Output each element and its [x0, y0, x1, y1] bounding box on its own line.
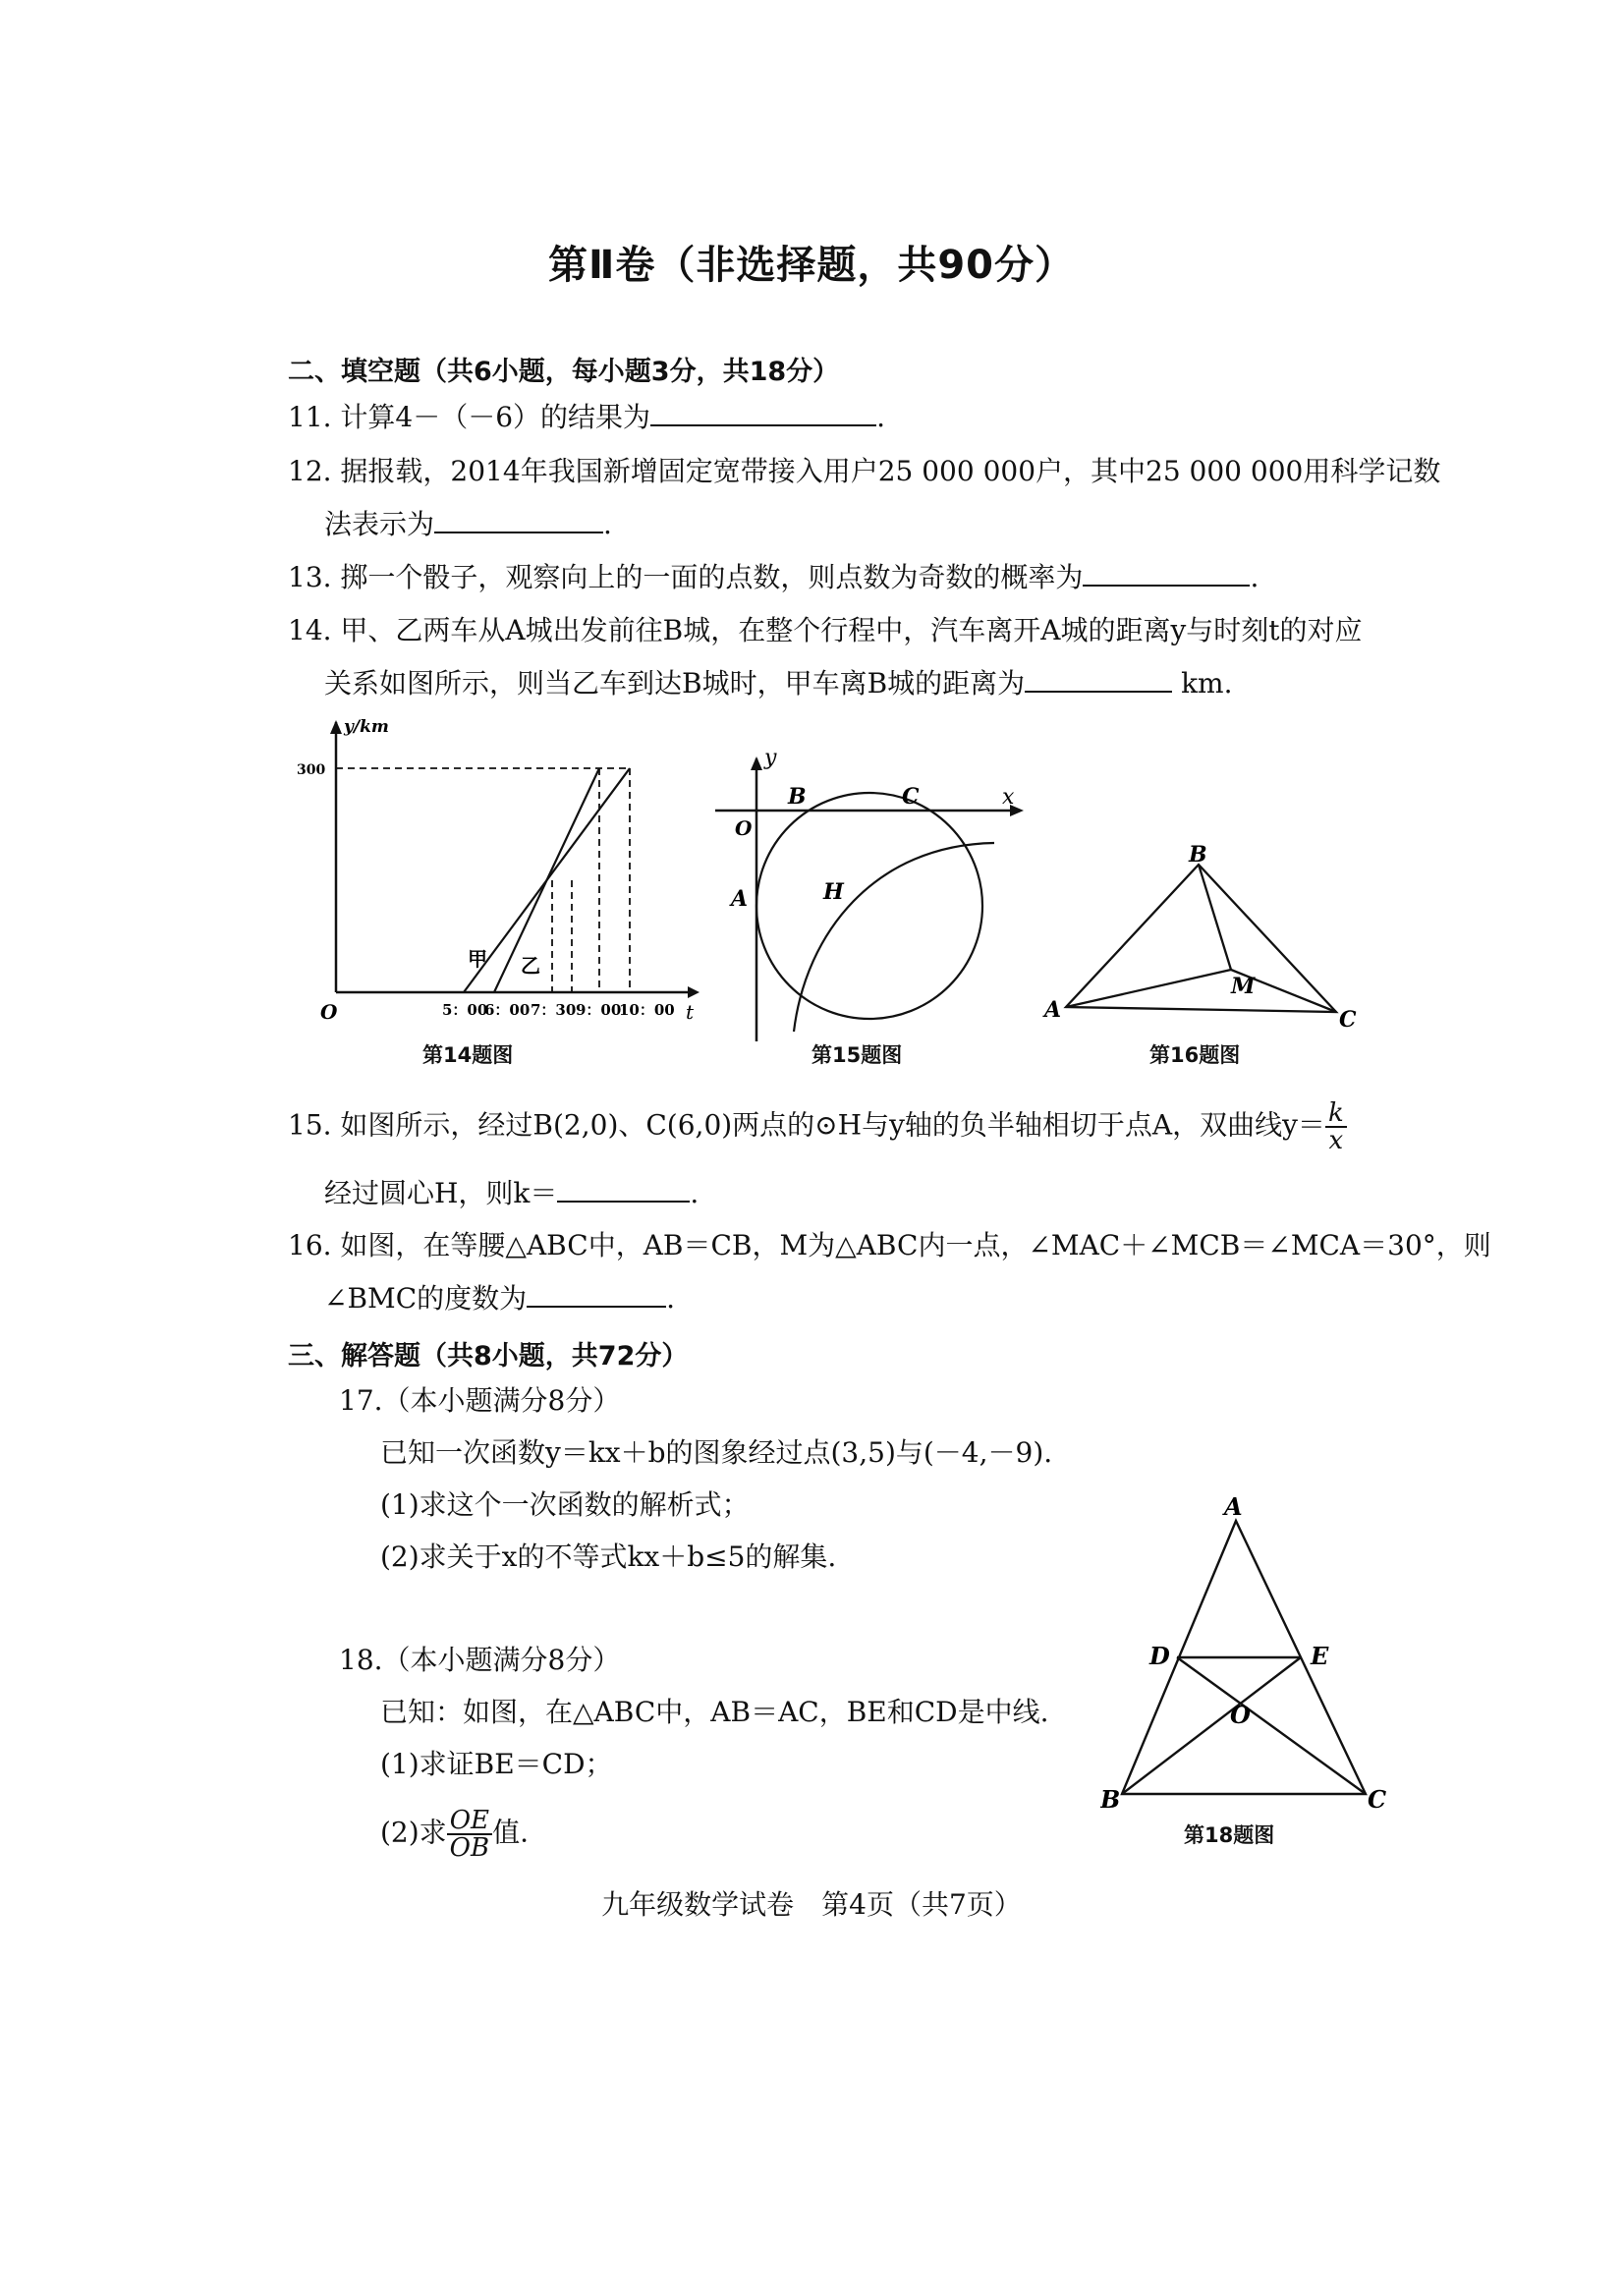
question-17-part2: (2)求关于x的不等式kx＋b≤5的解集. [380, 1540, 837, 1573]
answer-blank-11[interactable] [650, 401, 876, 426]
label-b: B [1189, 842, 1207, 868]
answer-blank-15[interactable] [557, 1177, 690, 1203]
fraction-denominator: x [1328, 1126, 1344, 1155]
question-15-line2 [324, 1174, 699, 1213]
figure-18 [1100, 1491, 1395, 1811]
label-d: D [1149, 1642, 1170, 1670]
question-15-text: 15. 如图所示，经过B(2,0)、C(6,0)两点的⊙H与y轴的负半轴相切于点A，双曲线y＝ [288, 1108, 1325, 1142]
question-11-text: 11. 计算4－（－6）的结果为 [288, 401, 651, 433]
page-footer: 九年级数学试卷 第4页（共7页） [601, 1888, 1022, 1921]
label-a: A [1044, 997, 1062, 1023]
period: . [1250, 561, 1259, 593]
label-a: A [1224, 1492, 1243, 1521]
y-tick-300: 300 [297, 762, 326, 778]
question-12-text: 法表示为 [324, 508, 435, 540]
segment-be [1122, 1657, 1301, 1794]
question-17-head: 17.（本小题满分8分） [339, 1384, 621, 1417]
label-a: A [731, 886, 749, 912]
question-14-text: 关系如图所示，则当乙车到达B城时，甲车离B城的距离为 [324, 667, 1026, 700]
question-14-line1: 14. 甲、乙两车从A城出发前往B城，在整个行程中，汽车离开A城的距离y与时刻t的对应 [288, 614, 1363, 646]
figure-15-caption: 第15题图 [812, 1043, 903, 1067]
origin-label: O [320, 1000, 338, 1024]
label-o: O [1230, 1701, 1251, 1729]
figure-16-caption: 第16题图 [1149, 1043, 1241, 1067]
label-e: E [1311, 1642, 1329, 1670]
question-11 [288, 398, 885, 437]
period: . [666, 1282, 676, 1315]
answer-blank-14[interactable] [1025, 667, 1172, 693]
line-yi [494, 768, 599, 992]
figure-15 [707, 737, 1032, 1041]
question-12-line1: 12. 据报载，2014年我国新增固定宽带接入用户25 000 000户，其中25 000 000用科学记数 [288, 455, 1441, 487]
x-tick-5-00: 5：00 [442, 1001, 488, 1019]
y-axis-arrow [751, 756, 762, 770]
question-15-text-2: 经过圆心H，则k＝ [324, 1177, 558, 1209]
unit-km: km. [1181, 667, 1233, 700]
circle-h [756, 793, 982, 1019]
figure-18-caption: 第18题图 [1184, 1823, 1275, 1847]
label-x: x [1002, 785, 1015, 810]
fraction-k-over-x [1325, 1100, 1347, 1153]
x-tick-10-00: 10：00 [619, 1001, 675, 1019]
question-18-stem: 已知：如图，在△ABC中，AB＝AC，BE和CD是中线. [380, 1696, 1049, 1728]
x-axis-label: t [686, 1000, 695, 1024]
label-o: O [735, 816, 753, 840]
figure-14-caption: 第14题图 [422, 1043, 514, 1067]
question-18-part2-end: 值. [492, 1816, 529, 1849]
answer-blank-16[interactable] [527, 1282, 666, 1308]
question-18-head: 18.（本小题满分8分） [339, 1644, 621, 1676]
question-17-stem: 已知一次函数y＝kx＋b的图象经过点(3,5)与(－4,－9). [380, 1436, 1053, 1469]
period: . [876, 401, 885, 433]
figure-14 [295, 712, 707, 1036]
label-h: H [823, 879, 844, 905]
question-18-part1: (1)求证BE＝CD； [380, 1748, 613, 1780]
label-c: C [902, 784, 920, 810]
question-12-line2 [324, 505, 612, 544]
fraction-oe-over-ob [447, 1808, 492, 1861]
section-fill-in-heading: 二、填空题（共6小题，每小题3分，共18分） [288, 357, 840, 387]
question-16-text: ∠BMC的度数为 [324, 1282, 528, 1315]
x-tick-9-00: 9：00 [576, 1001, 622, 1019]
label-jia: 甲 [468, 947, 487, 971]
answer-blank-13[interactable] [1083, 561, 1250, 587]
segment-am [1066, 970, 1231, 1007]
x-axis-arrow [688, 986, 700, 998]
question-13-text: 13. 掷一个骰子，观察向上的一面的点数，则点数为奇数的概率为 [288, 561, 1084, 593]
label-y: y [764, 746, 777, 770]
label-yi: 乙 [521, 954, 540, 978]
question-13 [288, 558, 1259, 597]
label-c: C [1368, 1785, 1387, 1811]
question-15-line1 [288, 1100, 1347, 1153]
fraction-denominator: OB [449, 1833, 490, 1863]
period: . [603, 508, 612, 540]
answer-blank-12[interactable] [434, 508, 603, 533]
question-16-line2 [324, 1279, 675, 1318]
question-18-part2 [380, 1808, 529, 1861]
label-b: B [1100, 1785, 1121, 1811]
y-axis-arrow [330, 720, 342, 734]
figure-16 [1036, 840, 1371, 1036]
question-14-line2 [324, 664, 1232, 703]
y-axis-label: y/km [344, 717, 389, 737]
label-c: C [1339, 1007, 1357, 1033]
period: . [690, 1177, 700, 1209]
hyperbola [794, 843, 994, 1032]
triangle-abc [1066, 865, 1336, 1012]
x-tick-6-00: 6：00 [484, 1001, 531, 1019]
label-m: M [1231, 974, 1256, 999]
section-answer-heading: 三、解答题（共8小题，共72分） [288, 1341, 689, 1372]
question-16-line1: 16. 如图，在等腰△ABC中，AB＝CB，M为△ABC内一点，∠MAC＋∠MCB＝∠MCA＝30°，则 [288, 1229, 1491, 1261]
page-title: 第Ⅱ卷（非选择题，共90分） [547, 243, 1075, 288]
segment-cd [1177, 1657, 1366, 1794]
label-b: B [788, 784, 807, 810]
x-tick-7-30: 7：30 [531, 1001, 577, 1019]
fraction-numerator: k [1325, 1100, 1347, 1128]
question-18-part2-text: (2)求 [380, 1816, 447, 1849]
fraction-numerator: OE [447, 1808, 492, 1835]
question-17-part1: (1)求这个一次函数的解析式； [380, 1488, 750, 1521]
